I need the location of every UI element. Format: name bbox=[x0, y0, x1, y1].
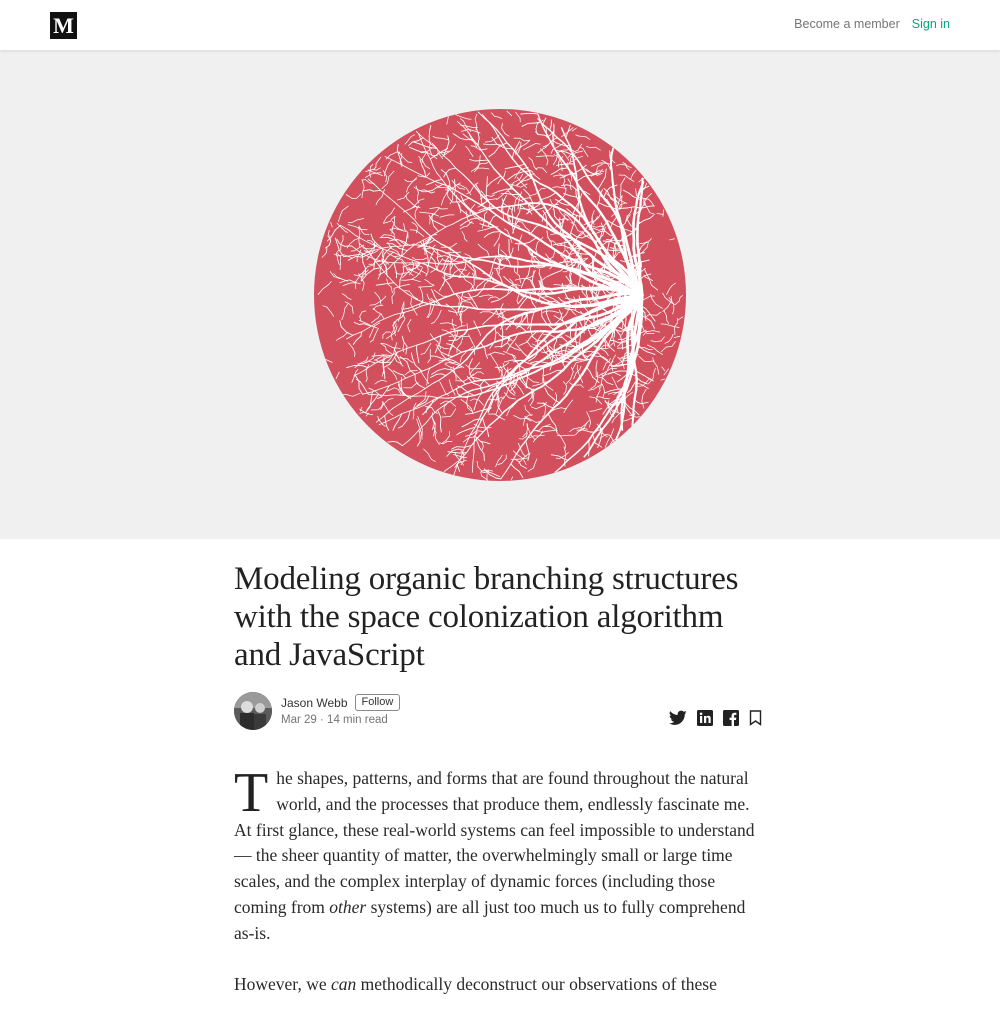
byline bbox=[234, 692, 764, 732]
nav-actions bbox=[794, 17, 950, 31]
twitter-icon[interactable] bbox=[669, 710, 687, 731]
paragraph-1-emphasis: other bbox=[329, 897, 366, 917]
author-avatar[interactable] bbox=[234, 692, 272, 730]
paragraph-2-text-a: However, we bbox=[234, 974, 331, 994]
paragraph-2-emphasis: can bbox=[331, 974, 356, 994]
paragraph-1-text-b: systems) are all just too much us to fully comprehend as-is. bbox=[234, 897, 745, 943]
publish-date: Mar 29 bbox=[281, 714, 317, 726]
top-navigation bbox=[0, 0, 1000, 50]
linkedin-icon[interactable] bbox=[697, 710, 713, 731]
article-title: Modeling organic branching structures with the space colonization algorithm and JavaScript bbox=[234, 560, 764, 674]
read-time: 14 min read bbox=[327, 714, 388, 726]
author-name[interactable]: Jason Webb bbox=[281, 696, 348, 710]
article bbox=[234, 560, 764, 1022]
medium-logo[interactable]: M bbox=[50, 12, 77, 39]
sign-in-link[interactable]: Sign in bbox=[912, 17, 950, 31]
paragraph-1 bbox=[234, 766, 764, 947]
article-body bbox=[234, 766, 764, 997]
facebook-icon[interactable] bbox=[723, 710, 739, 731]
author-info bbox=[281, 694, 400, 726]
paragraph-2-text-b: methodically deconstruct our observations of these bbox=[356, 974, 717, 994]
share-icons bbox=[669, 710, 762, 731]
paragraph-2 bbox=[234, 972, 764, 998]
hero-image-area bbox=[0, 50, 1000, 539]
bookmark-icon[interactable] bbox=[749, 710, 762, 731]
drop-cap: T bbox=[234, 771, 268, 815]
paragraph-1-text-a: he shapes, patterns, and forms that are found throughout the natural world, and the processes that produce them, endlessly fascinate me. At first glance, these real-world systems can feel impossible to understand — the sheer quantity of matter, the overwhelmingly small or large time scales, and the complex interplay of dynamic forces (including those coming from bbox=[234, 768, 754, 917]
become-member-link[interactable]: Become a member bbox=[794, 17, 900, 31]
article-meta bbox=[281, 714, 400, 726]
meta-separator: · bbox=[320, 714, 324, 726]
follow-button[interactable]: Follow bbox=[355, 694, 401, 711]
branching-circle-illustration bbox=[312, 107, 688, 483]
